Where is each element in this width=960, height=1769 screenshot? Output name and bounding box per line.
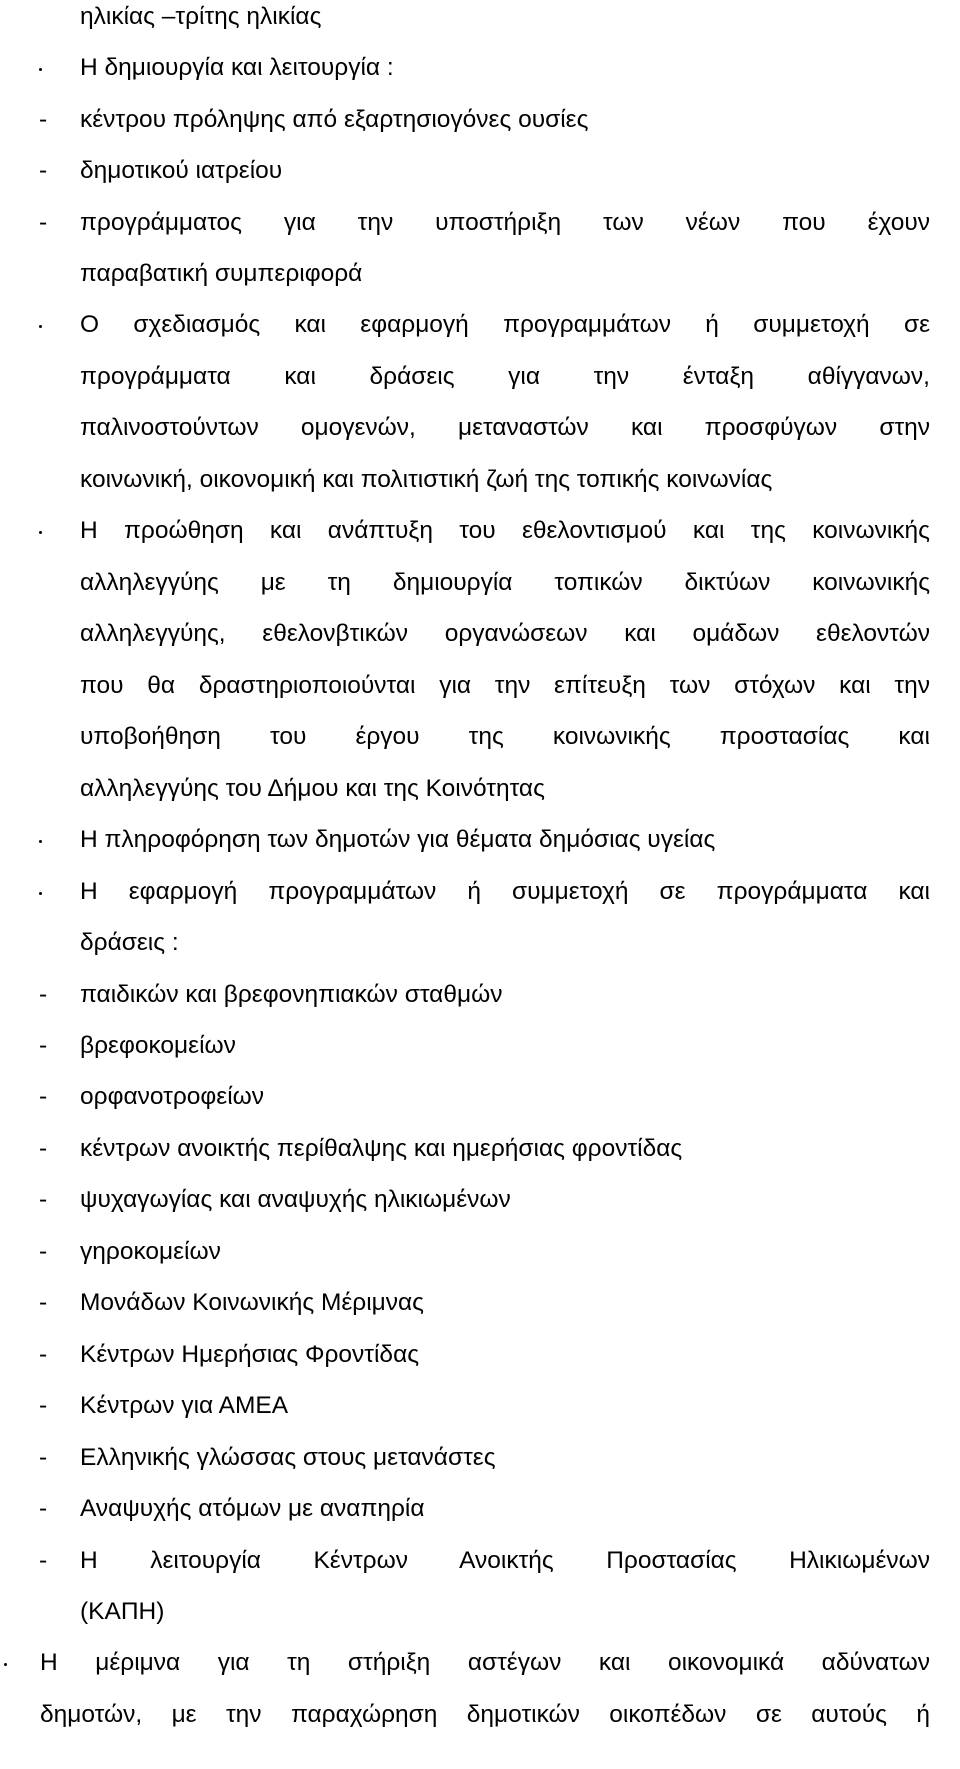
text-line: δράσεις : xyxy=(80,929,179,956)
bullet-item: Η δημιουργία και λειτουργία : xyxy=(80,54,394,81)
text-line: αλληλεγγύης του Δήμου και της Κοινότητας xyxy=(80,775,545,802)
list-item: Ελληνικής γλώσσας στους μετανάστες xyxy=(80,1444,496,1471)
text-line: αλληλεγγύης με τη δημιουργία τοπικών δικτύων κοινωνικής xyxy=(80,569,930,596)
text-line: (ΚΑΠΗ) xyxy=(80,1598,165,1625)
bullet-dot-icon xyxy=(39,840,42,843)
list-item: προγράμματος για την υποστήριξη των νέων που έχουν xyxy=(80,209,930,236)
list-item: Αναψυχής ατόμων με αναπηρία xyxy=(80,1495,425,1522)
list-item: κέντρου πρόληψης από εξαρτησιογόνες ουσίες xyxy=(80,106,589,133)
list-item: Μονάδων Κοινωνικής Μέριμνας xyxy=(80,1289,424,1316)
dash-marker: - xyxy=(39,106,48,133)
list-item: Η λειτουργία Κέντρων Ανοικτής Προστασίας Ηλικιωμένων xyxy=(80,1547,930,1574)
bullet-dot-icon xyxy=(39,325,42,328)
list-item: ορφανοτροφείων xyxy=(80,1083,265,1110)
text-line: αλληλεγγύης, εθελονβτικών οργανώσεων και ομάδων εθελοντών xyxy=(80,620,930,647)
text-line: κοινωνική, οικονομική και πολιτιστική ζωή της τοπικής κοινωνίας xyxy=(80,466,773,493)
list-item: δημοτικού ιατρείου xyxy=(80,157,283,184)
dash-marker: - xyxy=(39,1289,48,1316)
list-item: Κέντρων Ημερήσιας Φροντίδας xyxy=(80,1341,420,1368)
dash-marker: - xyxy=(39,1135,48,1162)
text-line: παραβατική συμπεριφορά xyxy=(80,260,363,287)
dash-marker: - xyxy=(39,209,48,236)
dash-marker: - xyxy=(39,981,48,1008)
dash-marker: - xyxy=(39,1547,48,1574)
list-item: παιδικών και βρεφονηπιακών σταθμών xyxy=(80,981,503,1008)
bullet-item: Η προώθηση και ανάπτυξη του εθελοντισμού και της κοινωνικής xyxy=(80,517,930,544)
bullet-dot-icon xyxy=(4,1663,7,1666)
dash-marker: - xyxy=(39,1032,48,1059)
bullet-dot-icon xyxy=(39,892,42,895)
text-line: που θα δραστηριοποιούνται για την επίτευξη των στόχων και την xyxy=(80,672,930,699)
list-item: ψυχαγωγίας και αναψυχής ηλικιωμένων xyxy=(80,1186,511,1213)
bullet-item: Η πληροφόρηση των δημοτών για θέματα δημόσιας υγείας xyxy=(80,826,716,853)
dash-marker: - xyxy=(39,1392,48,1419)
bullet-dot-icon xyxy=(39,531,42,534)
bullet-item: Η εφαρμογή προγραμμάτων ή συμμετοχή σε προγράμματα και xyxy=(80,878,930,905)
list-item: Κέντρων για ΑΜΕΑ xyxy=(80,1392,289,1419)
dash-marker: - xyxy=(39,1238,48,1265)
dash-marker: - xyxy=(39,1341,48,1368)
list-item: βρεφοκομείων xyxy=(80,1032,236,1059)
dash-marker: - xyxy=(39,1495,48,1522)
dash-marker: - xyxy=(39,157,48,184)
bullet-dot-icon xyxy=(39,68,42,71)
list-item: γηροκομείων xyxy=(80,1238,221,1265)
bullet-item: Ο σχεδιασμός και εφαρμογή προγραμμάτων ή συμμετοχή σε xyxy=(80,311,930,338)
dash-marker: - xyxy=(39,1186,48,1213)
dash-marker: - xyxy=(39,1444,48,1471)
text-line: παλινοστούντων ομογενών, μεταναστών και προσφύγων στην xyxy=(80,414,930,441)
text-line: δημοτών, με την παραχώρηση δημοτικών οικοπέδων σε αυτούς ή xyxy=(40,1701,930,1728)
list-item: κέντρων ανοικτής περίθαλψης και ημερήσιας φροντίδας xyxy=(80,1135,683,1162)
dash-marker: - xyxy=(39,1083,48,1110)
text-line: προγράμματα και δράσεις για την ένταξη αθίγγανων, xyxy=(80,363,930,390)
bullet-item: Η μέριμνα για τη στήριξη αστέγων και οικονομικά αδύνατων xyxy=(40,1649,930,1676)
text-line: ηλικίας –τρίτης ηλικίας xyxy=(80,3,322,30)
text-line: υποβοήθηση του έργου της κοινωνικής προστασίας και xyxy=(80,723,930,750)
